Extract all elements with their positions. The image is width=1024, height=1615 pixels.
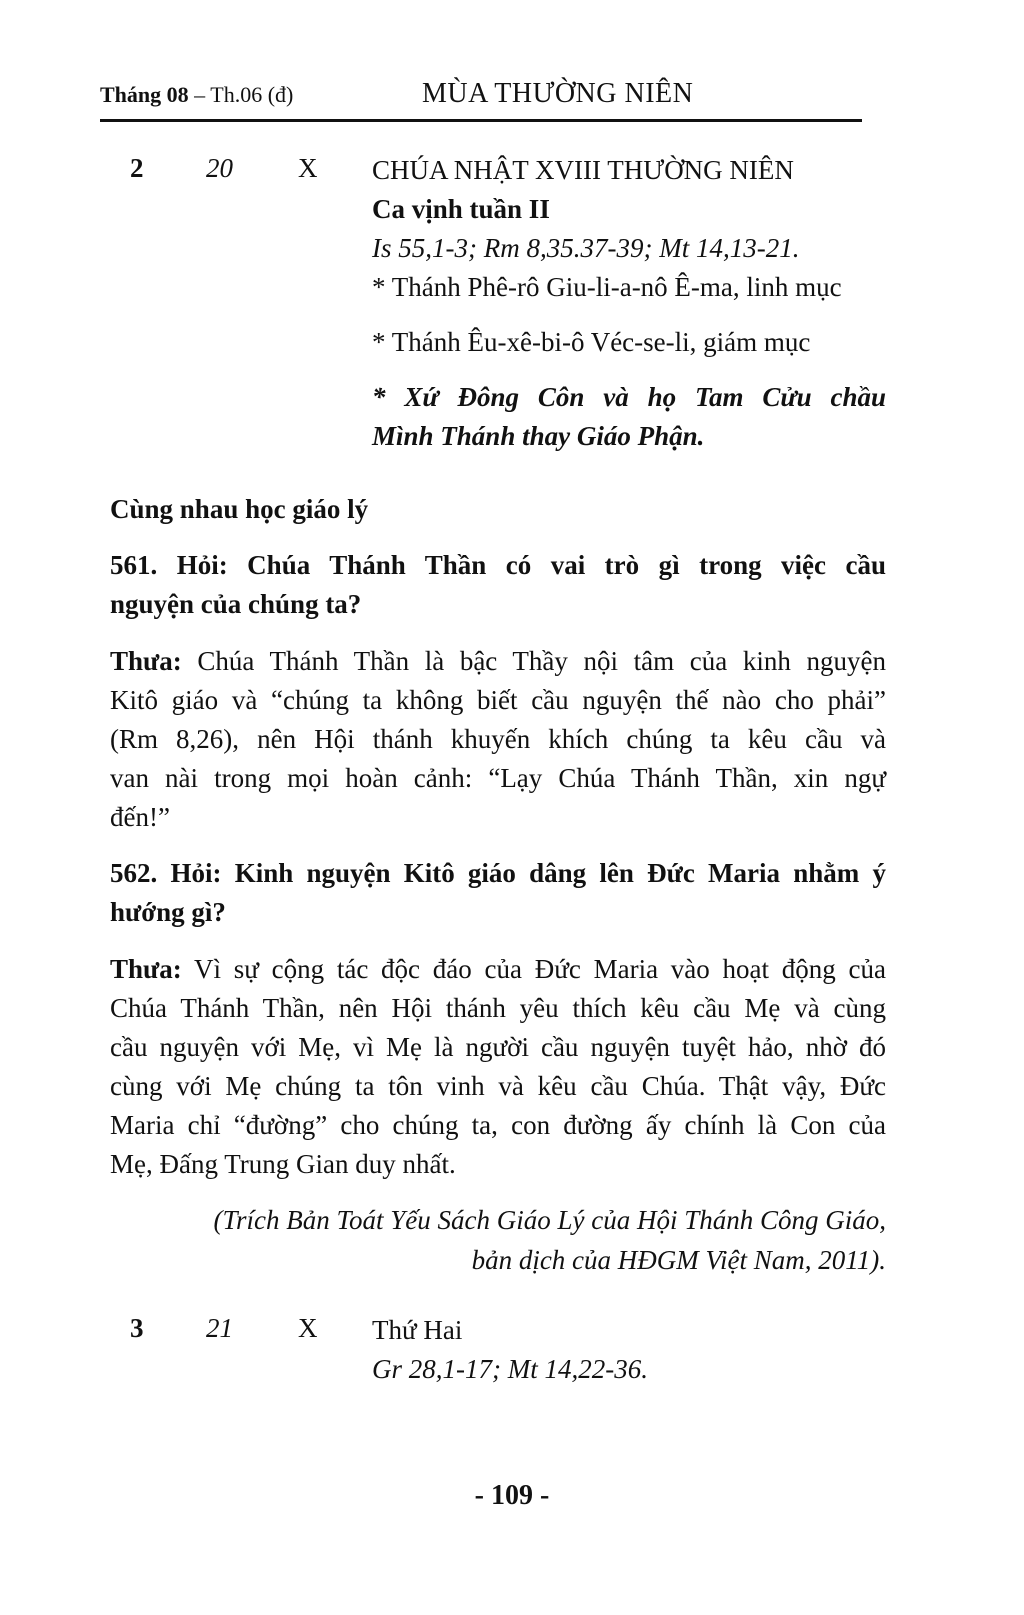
- header-month-suffix: – Th.06 (đ): [188, 82, 294, 107]
- catechism-source: [110, 1200, 886, 1280]
- catechism-answer: [110, 950, 886, 1184]
- answer-text: Chúa Thánh Thần là bậc Thầy nội tâm của kinh nguyện: [181, 646, 886, 676]
- answer-line: [110, 950, 886, 989]
- entry-content: [372, 151, 886, 456]
- source-line: (Trích Bản Toát Yếu Sách Giáo Lý của Hội Thánh Công Giáo,: [213, 1205, 886, 1235]
- answer-line: Mẹ, Đấng Trung Gian duy nhất.: [110, 1149, 456, 1179]
- catechism-question: [110, 854, 886, 932]
- answer-line: (Rm 8,26), nên Hội thánh khuyến khích chúng ta kêu cầu và: [110, 724, 886, 754]
- question-line: hướng gì?: [110, 897, 226, 927]
- question-line: 561. Hỏi: Chúa Thánh Thần có vai trò gì trong việc cầu: [110, 550, 886, 580]
- catechism-answer: [110, 642, 886, 837]
- source-line: bản dịch của HĐGM Việt Nam, 2011).: [471, 1245, 886, 1275]
- answer-text: Vì sự cộng tác độc đáo của Đức Maria vào hoạt động của: [181, 954, 886, 984]
- entry-day: 3: [130, 1313, 144, 1343]
- answer-label: Thưa:: [110, 954, 182, 984]
- answer-line: Chúa Thánh Thần, nên Hội thánh yêu thích kêu cầu Mẹ và cùng: [110, 993, 886, 1023]
- entry-adoration: * Xứ Đông Côn và họ Tam Cửu chầu: [372, 382, 886, 412]
- catechism-question: [110, 546, 886, 624]
- page-number: - 109 -: [474, 1480, 550, 1511]
- entry-day: 2: [130, 153, 144, 183]
- entry-readings: Gr 28,1-17; Mt 14,22-36.: [372, 1354, 648, 1384]
- answer-line: cùng với Mẹ chúng ta tôn vinh và kêu cầu Chúa. Thật vậy, Đức: [110, 1071, 886, 1101]
- header-month-label: Tháng 08: [100, 82, 189, 107]
- entry-liturgical-color: X: [298, 1313, 318, 1343]
- header-month: [100, 82, 293, 108]
- entry-lunar-day: 20: [206, 153, 233, 183]
- answer-line: cầu nguyện với Mẹ, vì Mẹ là người cầu nguyện tuyệt hảo, nhờ đó: [110, 1032, 886, 1062]
- answer-line: Maria chỉ “đường” cho chúng ta, con đường ấy chính là Con của: [110, 1110, 886, 1140]
- entry-lunar-day: 21: [206, 1313, 233, 1343]
- entry-content: [372, 1311, 886, 1389]
- entry-liturgical-color: X: [298, 153, 318, 183]
- entry-title: Thứ Hai: [372, 1315, 463, 1345]
- entry-readings: Is 55,1-3; Rm 8,35.37-39; Mt 14,13-21.: [372, 233, 800, 263]
- header-divider: [100, 119, 862, 122]
- entry-saint: * Thánh Êu-xê-bi-ô Véc-se-li, giám mục: [372, 327, 811, 357]
- answer-line: đến!”: [110, 802, 170, 832]
- question-line: nguyện của chúng ta?: [110, 589, 362, 619]
- answer-line: [110, 642, 886, 681]
- answer-label: Thưa:: [110, 646, 182, 676]
- entry-title: CHÚA NHẬT XVIII THƯỜNG NIÊN: [372, 155, 794, 185]
- catechism-heading: Cùng nhau học giáo lý: [110, 494, 369, 524]
- answer-line: van nài trong mọi hoàn cảnh: “Lạy Chúa Thánh Thần, xin ngự: [110, 763, 886, 793]
- entry-psalter: Ca vịnh tuần II: [372, 194, 550, 224]
- header-title: MÙA THƯỜNG NIÊN: [422, 78, 694, 109]
- answer-line: Kitô giáo và “chúng ta không biết cầu nguyện thế nào cho phải”: [110, 685, 886, 715]
- entry-adoration: Mình Thánh thay Giáo Phận.: [372, 421, 705, 451]
- entry-saint: * Thánh Phê-rô Giu-li-a-nô Ê-ma, linh mục: [372, 272, 842, 302]
- page-header: [100, 78, 862, 116]
- question-line: 562. Hỏi: Kinh nguyện Kitô giáo dâng lên Đức Maria nhằm ý: [110, 858, 886, 888]
